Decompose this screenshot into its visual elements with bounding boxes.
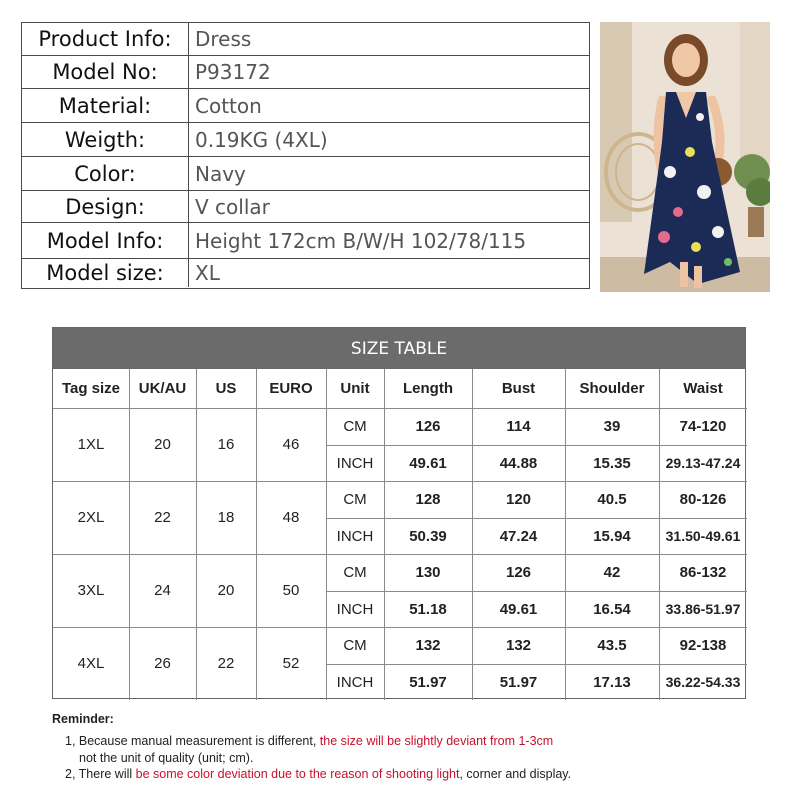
- header-us: US: [215, 380, 237, 397]
- shoulder-cell: 15.94: [593, 527, 631, 545]
- euro-cell: 50: [282, 582, 300, 599]
- unit-cell: INCH: [336, 673, 374, 691]
- shoulder-cell: 43.5: [597, 637, 627, 654]
- info-row-model-info: [22, 223, 589, 259]
- info-row-color: [22, 157, 589, 191]
- info-value: Navy: [195, 161, 246, 186]
- waist-cell: 31.50-49.61: [665, 528, 741, 544]
- shoulder-cell: 42: [603, 564, 621, 581]
- waist-cell: 80-126: [679, 491, 727, 508]
- reminder-text: 1, Because manual measurement is different,: [65, 734, 320, 748]
- model-photo-illustration: [600, 22, 770, 292]
- uk-au-cell: 22: [154, 509, 171, 526]
- shoulder-cell: 15.35: [593, 454, 631, 472]
- euro-cell: 46: [282, 436, 300, 453]
- bust-cell: 114: [506, 418, 531, 435]
- info-row-material: [22, 89, 589, 123]
- size-table: [52, 327, 746, 699]
- reminder-title: Reminder:: [52, 712, 114, 726]
- waist-cell: 92-138: [679, 637, 727, 654]
- waist-cell: 33.86-51.97: [665, 601, 741, 617]
- us-cell: 18: [217, 509, 235, 526]
- header-shoulder: Shoulder: [579, 380, 645, 397]
- tag-size-cell: 3XL: [77, 582, 105, 599]
- tag-size-cell: 2XL: [77, 509, 105, 526]
- length-cell: 132: [415, 637, 441, 654]
- shoulder-cell: 40.5: [597, 491, 627, 508]
- tag-size-cell: 1XL: [77, 436, 105, 453]
- info-row-product: [22, 23, 589, 56]
- header-unit: Unit: [340, 380, 370, 397]
- model-photo: [600, 22, 770, 292]
- info-row-model-size: [22, 259, 589, 287]
- reminder-highlight: the size will be slightly deviant from 1-3cm: [319, 734, 554, 748]
- us-cell: 16: [217, 436, 235, 453]
- reminder-highlight: be some color deviation due to the reason of shooting light: [135, 767, 460, 781]
- unit-cell: CM: [343, 418, 367, 435]
- header-bust: Bust: [501, 380, 536, 397]
- shoulder-cell: 17.13: [593, 673, 631, 691]
- info-label: Model Info:: [22, 223, 189, 258]
- uk-au-cell: 20: [154, 436, 171, 453]
- size-table-title: SIZE TABLE: [53, 328, 745, 369]
- bust-cell: 49.61: [499, 600, 538, 618]
- length-cell: 51.18: [409, 600, 447, 618]
- length-cell: 126: [415, 418, 441, 435]
- us-cell: 22: [217, 655, 235, 672]
- length-cell: 128: [415, 491, 441, 508]
- length-cell: 130: [415, 564, 441, 581]
- info-value: 0.19KG (4XL): [195, 127, 328, 152]
- shoulder-cell: 16.54: [593, 600, 631, 618]
- reminder-line-1-cont: not the unit of quality (unit; cm).: [79, 751, 254, 765]
- bust-cell: 126: [505, 564, 532, 581]
- info-value: XL: [195, 261, 220, 285]
- info-label: Design:: [22, 191, 189, 222]
- bust-cell: 132: [505, 637, 532, 654]
- info-row-model-no: [22, 56, 589, 89]
- unit-cell: CM: [343, 491, 367, 508]
- unit-cell: INCH: [336, 527, 374, 545]
- bust-cell: 51.97: [499, 673, 538, 691]
- unit-cell: CM: [343, 564, 367, 581]
- euro-cell: 48: [282, 509, 300, 526]
- info-label: Model size:: [22, 259, 189, 287]
- header-euro: EURO: [269, 380, 313, 397]
- bust-cell: 47.24: [499, 527, 538, 545]
- bust-cell: 44.88: [499, 454, 538, 472]
- info-label: Weigth:: [22, 123, 189, 156]
- waist-cell: 29.13-47.24: [665, 455, 741, 471]
- header-waist: Waist: [683, 380, 723, 397]
- length-cell: 50.39: [409, 527, 447, 545]
- shoulder-cell: 39: [603, 418, 621, 435]
- waist-cell: 74-120: [679, 418, 727, 435]
- uk-au-cell: 26: [154, 655, 171, 672]
- info-row-design: [22, 191, 589, 223]
- waist-cell: 86-132: [679, 564, 727, 581]
- reminder-line-1: [65, 734, 553, 748]
- euro-cell: 52: [282, 655, 300, 672]
- info-row-weight: [22, 123, 589, 157]
- reminder-text: 2, There will: [65, 767, 136, 781]
- unit-cell: INCH: [336, 454, 374, 472]
- info-label: Color:: [22, 157, 189, 190]
- info-value: P93172: [195, 60, 271, 84]
- unit-cell: CM: [343, 637, 367, 654]
- info-value: V collar: [195, 194, 270, 219]
- info-label: Material:: [22, 89, 189, 122]
- info-label: Model No:: [22, 56, 189, 88]
- uk-au-cell: 24: [154, 582, 171, 599]
- info-value: Height 172cm B/W/H 102/78/115: [195, 228, 527, 253]
- waist-cell: 36.22-54.33: [665, 674, 741, 690]
- reminder-line-2: [65, 767, 571, 781]
- header-uk-au: UK/AU: [138, 380, 187, 397]
- info-value: Dress: [195, 27, 252, 51]
- tag-size-cell: 4XL: [77, 655, 105, 672]
- unit-cell: INCH: [336, 600, 374, 618]
- length-cell: 51.97: [409, 673, 447, 691]
- info-value: Cotton: [195, 93, 262, 118]
- us-cell: 20: [217, 582, 235, 599]
- length-cell: 49.61: [409, 454, 447, 472]
- info-label: Product Info:: [22, 23, 189, 55]
- header-length: Length: [403, 380, 453, 397]
- reminder-text: , corner and display.: [459, 767, 572, 781]
- product-info-table: [21, 22, 590, 289]
- bust-cell: 120: [505, 491, 532, 508]
- header-tag-size: Tag size: [61, 380, 121, 397]
